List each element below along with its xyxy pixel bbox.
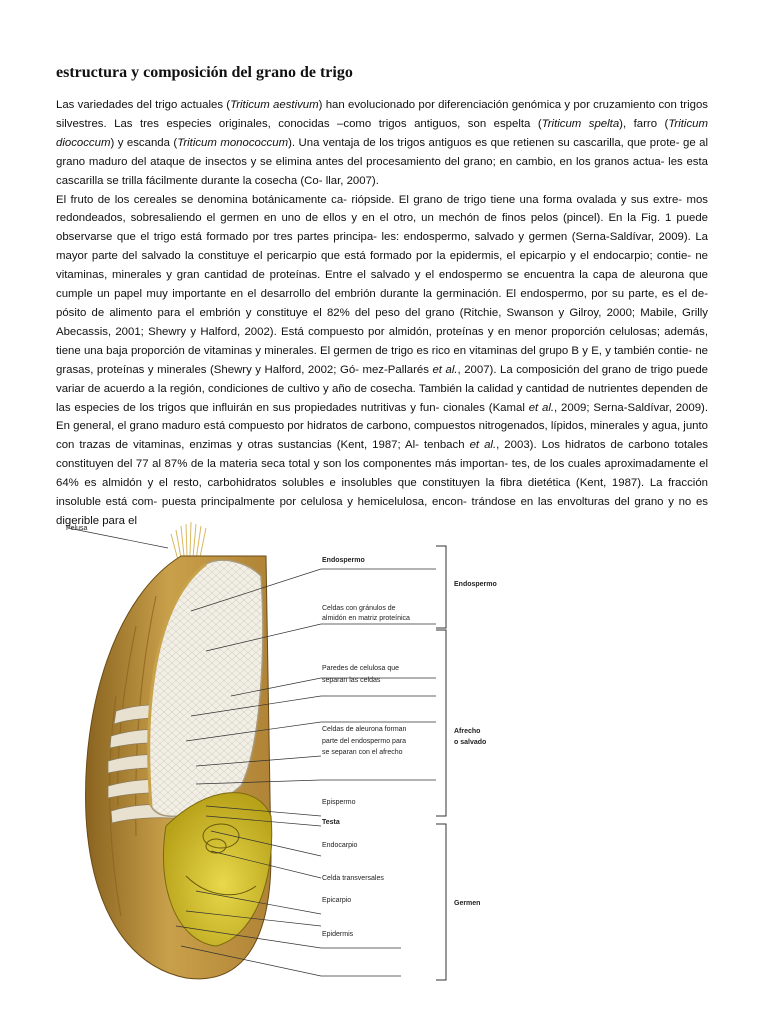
label-epicarpio: Epicarpio [322, 897, 352, 904]
et-al: et al. [432, 363, 458, 376]
species-name: Triticum spelta [541, 117, 620, 130]
text-run: , 2003). Los hidratos de carbono totales constituyen del 77 al 87% de la materia seca total y son los componentes más importan- tes, de los cuales aproximadamente el 64% es almidón y el resto, carbohidratos solubles e insolubles que constituyen la fibra dietética (Kent, 1987). La fracción insoluble está com- puesta principalmente por celulosa y hemicelulosa, encon- trándose en las envolturas del grano y no es digerible para el [56, 439, 708, 527]
label-epidermis: Epidermis [322, 931, 354, 938]
label-paredes-1: Paredes de celulosa que [322, 665, 400, 672]
text-run: ) y escanda ( [110, 136, 178, 149]
text-run: El fruto de los cereales se denomina botánicamente ca- riópside. El grano de trigo tiene una forma ovalada y sus extre- mos redondeados, sobresaliendo el germen en uno de ellos y en el otro, un mechón de finos pelos (pincel). En la Fig. 1 puede observarse que el trigo está formado por tres partes principa- les: endospermo, salvado y germen (Serna-Saldívar, 2009). La mayor parte del salvado la constituye el pericarpio que está formado por la epidermis, el epicarpio y el endocarpio; contie- ne vitaminas, minerales y gran cantidad de proteínas. Entre el salvado y el endospermo se encuentra la capa de aleurona que cumple un papel muy importante en el desarrollo del embrión durante la germinación. El endospermo, por su parte, es el de- pósito de alimento para el embrión y constituye el 82% del peso del grano (Ritchie, Swanson y Gilroy, 2000; Mabile, Grilly Abecassis, 2001; Shewry y Halford, 2002). Está compuesto por almidón, proteínas y en menor proporción celulosas; además, tiene una baja proporción de vitaminas y minerales. El germen de trigo es rico en vitaminas del grupo B y E, y también contie- ne grasas, proteínas y minerales (Shewry y Halford, 2002; Gó- mez-Pallarés [56, 193, 708, 376]
label-pelusa: Pelusa [66, 525, 88, 532]
text-run: , 2009; Serna-Saldívar, 2009). En general, el grano maduro está compuesto por hidratos de carbono, compuestos nitrogenados, lípidos, minerales y agua, junto con trazas de vitaminas, enzimas y otras sustancias (Kent, 1987; Al- tenbach [56, 401, 708, 452]
label-endocarpio: Endocarpio [322, 842, 358, 849]
label-celdas-granulos-2: almidón en matriz proteínica [322, 615, 410, 622]
text-run: , 2007). La composición del grano de trigo puede variar de acuerdo a la región, condiciones de cultivo y año de cosecha. También la calidad y cantidad de nutrientes dependen de las especies de los trigos que influirán en sus propiedades nutritivas y fun- cionales (Kamal [56, 363, 708, 414]
paragraph-1 [56, 96, 708, 191]
body-text [56, 96, 708, 531]
et-al: et al. [528, 401, 555, 414]
text-run: ) han evolucionado por diferenciación genómica y por cruzamiento con trigos silvestres. Las tres especies originales, conocidas –como trigos antiguos, son espelta ( [56, 99, 708, 130]
et-al: et al. [469, 439, 497, 452]
text-run: ). Una ventaja de los trigos antiguos es que retienen su cascarilla, que prote- ge al grano maduro del ataque de insectos y se elimina antes del procesamiento del grano; en cambio, en los granos actua- les esta cascarilla se trilla fácilmente durante la cosecha (Co- llar, 2007). [56, 136, 708, 187]
species-name: Triticum monococcum [177, 136, 289, 149]
bracket-germen: Germen [454, 900, 481, 907]
bracket-afrecho-1: Afrecho [454, 728, 481, 735]
label-epispermo: Epispermo [322, 799, 356, 806]
label-testa: Testa [322, 819, 340, 826]
bracket-endospermo: Endospermo [454, 581, 497, 588]
label-aleurona-1: Celdas de aleurona forman [322, 726, 407, 733]
paragraph-2 [56, 191, 708, 531]
bracket-afrecho-2: o salvado [454, 739, 487, 746]
label-aleurona-3: se separan con el afrecho [322, 749, 403, 756]
grain-diagram [56, 516, 496, 986]
text-run: Las variedades del trigo actuales ( [56, 99, 231, 111]
label-celdas-granulos-1: Celdas con gránulos de [322, 605, 396, 612]
label-paredes-2: separan las celdas [322, 677, 381, 684]
species-name: Triticum diococcum [56, 117, 708, 149]
brackets [436, 546, 446, 980]
wheat-grain-figure [56, 516, 496, 986]
label-endospermo: Endospermo [322, 557, 365, 564]
text-run: ), farro ( [619, 117, 669, 130]
page-title: estructura y composición del grano de trigo [56, 64, 353, 81]
label-celda-transversales: Celda transversales [322, 875, 384, 882]
species-name: Triticum aestivum [230, 99, 319, 111]
label-aleurona-2: parte del endospermo para [322, 738, 407, 745]
